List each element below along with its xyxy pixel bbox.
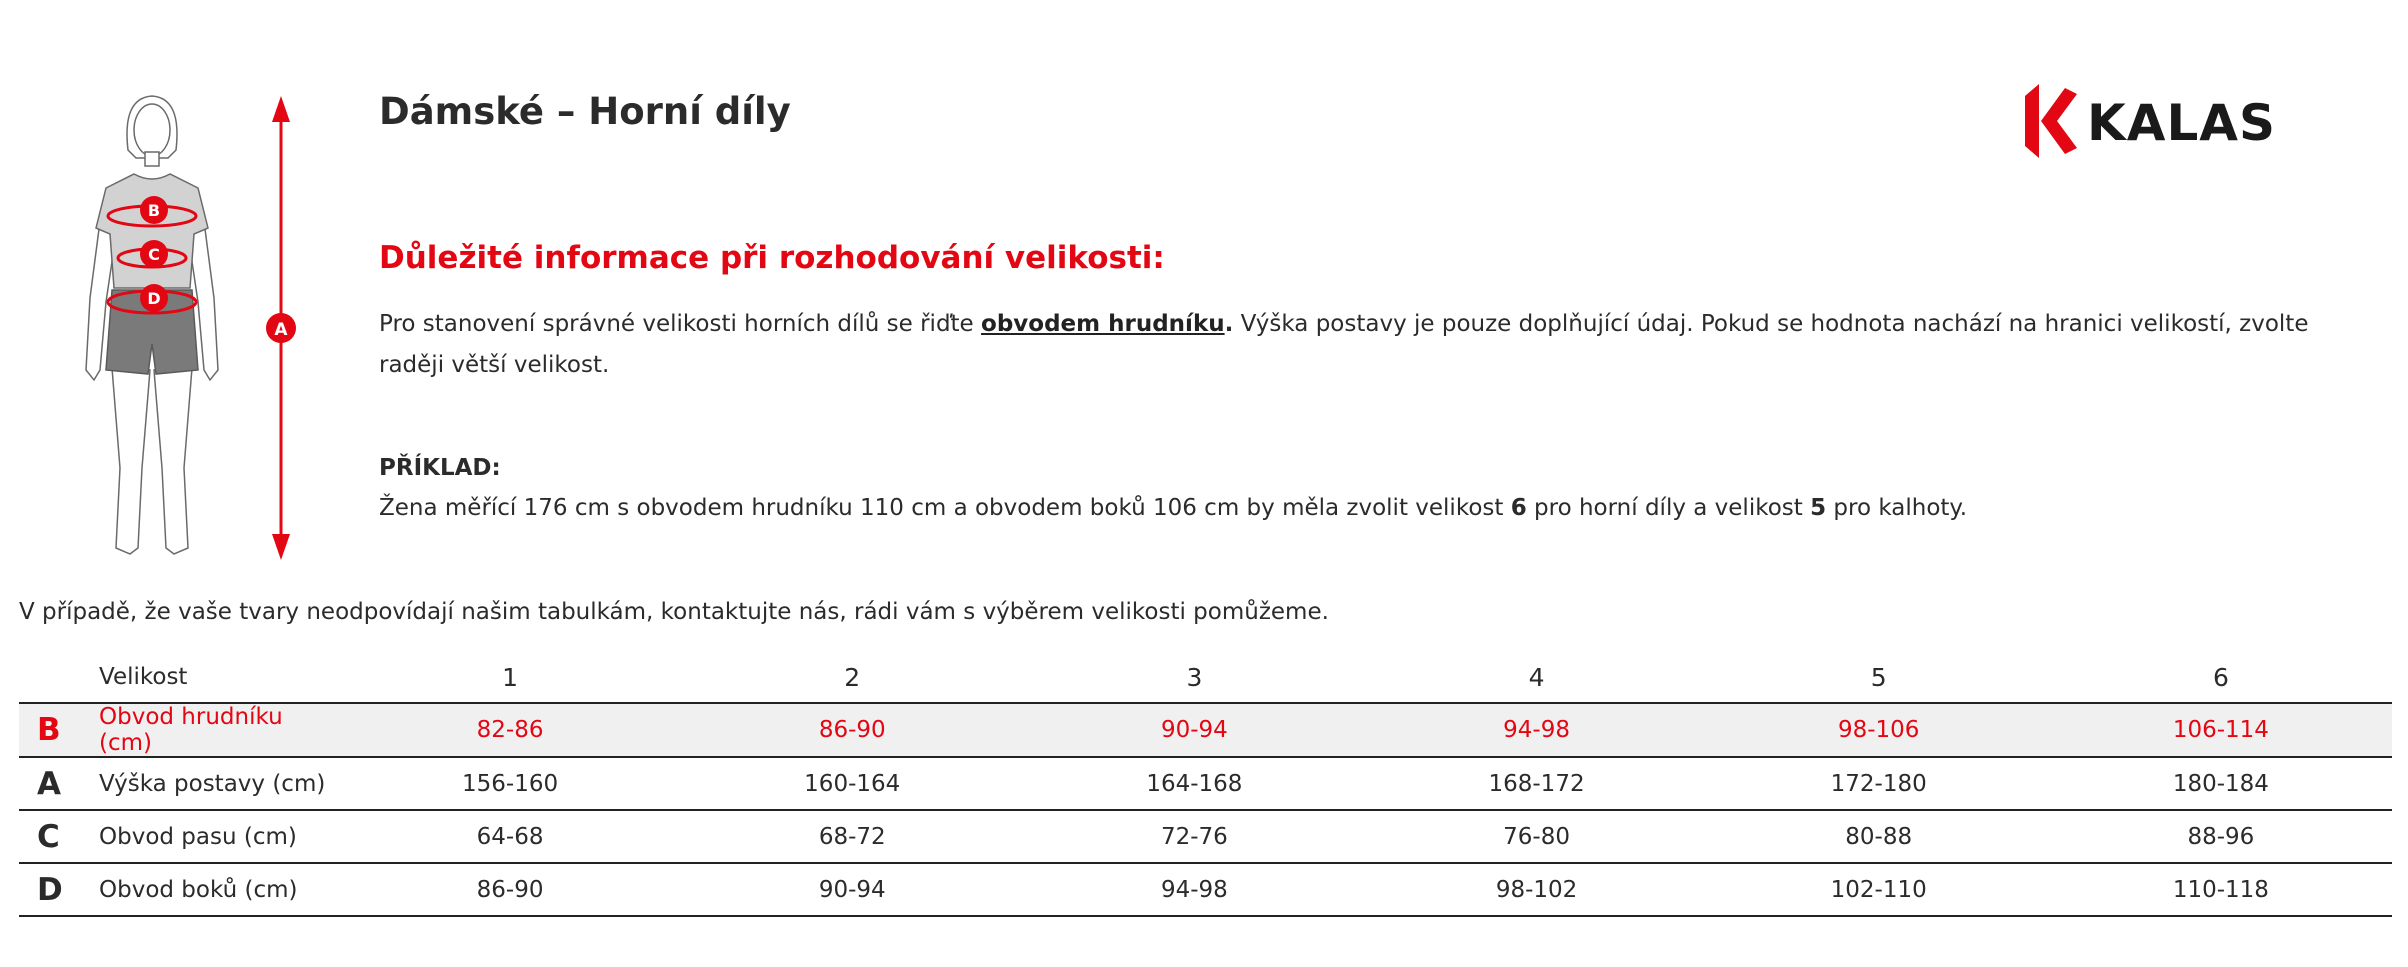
row-letter: C [19, 810, 99, 863]
svg-text:B: B [147, 201, 161, 220]
row-label: Obvod hrudníku (cm) [99, 703, 339, 757]
size-col-3: 3 [1023, 652, 1365, 703]
table-cell: 68-72 [681, 810, 1023, 863]
table-cell: 86-90 [339, 863, 681, 916]
table-cell: 64-68 [339, 810, 681, 863]
table-cell: 82-86 [339, 703, 681, 757]
size-col-4: 4 [1365, 652, 1707, 703]
figure-shirt [96, 174, 208, 288]
table-cell: 160-164 [681, 757, 1023, 810]
row-label: Výška postavy (cm) [99, 757, 339, 810]
important-info-heading: Důležité informace při rozhodování velikosti: [379, 240, 1165, 276]
svg-text:KALAS: KALAS [2087, 94, 2277, 152]
marker-a [266, 313, 296, 343]
table-cell: 98-106 [1708, 703, 2050, 757]
table-cell: 168-172 [1365, 757, 1707, 810]
table-cell: 94-98 [1365, 703, 1707, 757]
table-cell: 156-160 [339, 757, 681, 810]
size-col-1: 1 [339, 652, 681, 703]
figure-head [134, 104, 170, 156]
table-cell: 90-94 [681, 863, 1023, 916]
example-text: Žena měřící 176 cm s obvodem hrudníku 110 cm a obvodem boků 106 cm by měla zvolit velikost 6 pro horní díly a velikost 5 pro kalhoty. [379, 495, 1968, 521]
size-header-row [19, 652, 2392, 703]
table-cell: 180-184 [2050, 757, 2392, 810]
table-cell: 80-88 [1708, 810, 2050, 863]
table-cell: 94-98 [1023, 863, 1365, 916]
table-cell: 106-114 [2050, 703, 2392, 757]
kalas-logo-icon [2025, 84, 2297, 158]
svg-text:C: C [148, 245, 160, 264]
table-cell: 98-102 [1365, 863, 1707, 916]
table-cell: 88-96 [2050, 810, 2392, 863]
table-row-hips [19, 863, 2392, 916]
table-row-chest [19, 703, 2392, 757]
table-cell: 90-94 [1023, 703, 1365, 757]
marker-b [140, 196, 168, 224]
contact-note: V případě, že vaše tvary neodpovídají našim tabulkám, kontaktujte nás, rádi vám s výběrem velikosti pomůžeme. [19, 599, 1329, 625]
svg-text:D: D [147, 289, 161, 308]
table-row-height [19, 757, 2392, 810]
table-cell: 172-180 [1708, 757, 2050, 810]
row-letter: D [19, 863, 99, 916]
table-cell: 164-168 [1023, 757, 1365, 810]
table-cell: 72-76 [1023, 810, 1365, 863]
height-arrow [248, 96, 314, 560]
table-cell: 102-110 [1708, 863, 2050, 916]
kalas-logo [2025, 84, 2297, 158]
marker-d [140, 284, 168, 312]
table-cell: 86-90 [681, 703, 1023, 757]
table-row-waist [19, 810, 2392, 863]
table-cell: 76-80 [1365, 810, 1707, 863]
size-col-6: 6 [2050, 652, 2392, 703]
body-measurement-figure [70, 88, 230, 568]
figure-legs [112, 368, 150, 554]
table-cell: 110-118 [2050, 863, 2392, 916]
sizing-instructions: Pro stanovení správné velikosti horních dílů se řiďte obvodem hrudníku. Výška postavy je pouze doplňující údaj. Pokud se hodnota nachází na hranici velikostí, zvolte raději větší velikost. [379, 311, 2309, 378]
row-letter: A [19, 757, 99, 810]
marker-c [140, 240, 168, 268]
row-label: Obvod pasu (cm) [99, 810, 339, 863]
page-title: Dámské – Horní díly [379, 90, 791, 133]
size-col-5: 5 [1708, 652, 2050, 703]
size-table [19, 652, 2392, 917]
chest-circumference-emphasis: obvodem hrudníku [981, 311, 1225, 337]
size-col-2: 2 [681, 652, 1023, 703]
row-letter: B [19, 703, 99, 757]
row-label: Obvod boků (cm) [99, 863, 339, 916]
example-heading: PŘÍKLAD: [379, 455, 501, 481]
svg-text:A: A [274, 320, 288, 340]
size-header-label: Velikost [99, 652, 339, 703]
